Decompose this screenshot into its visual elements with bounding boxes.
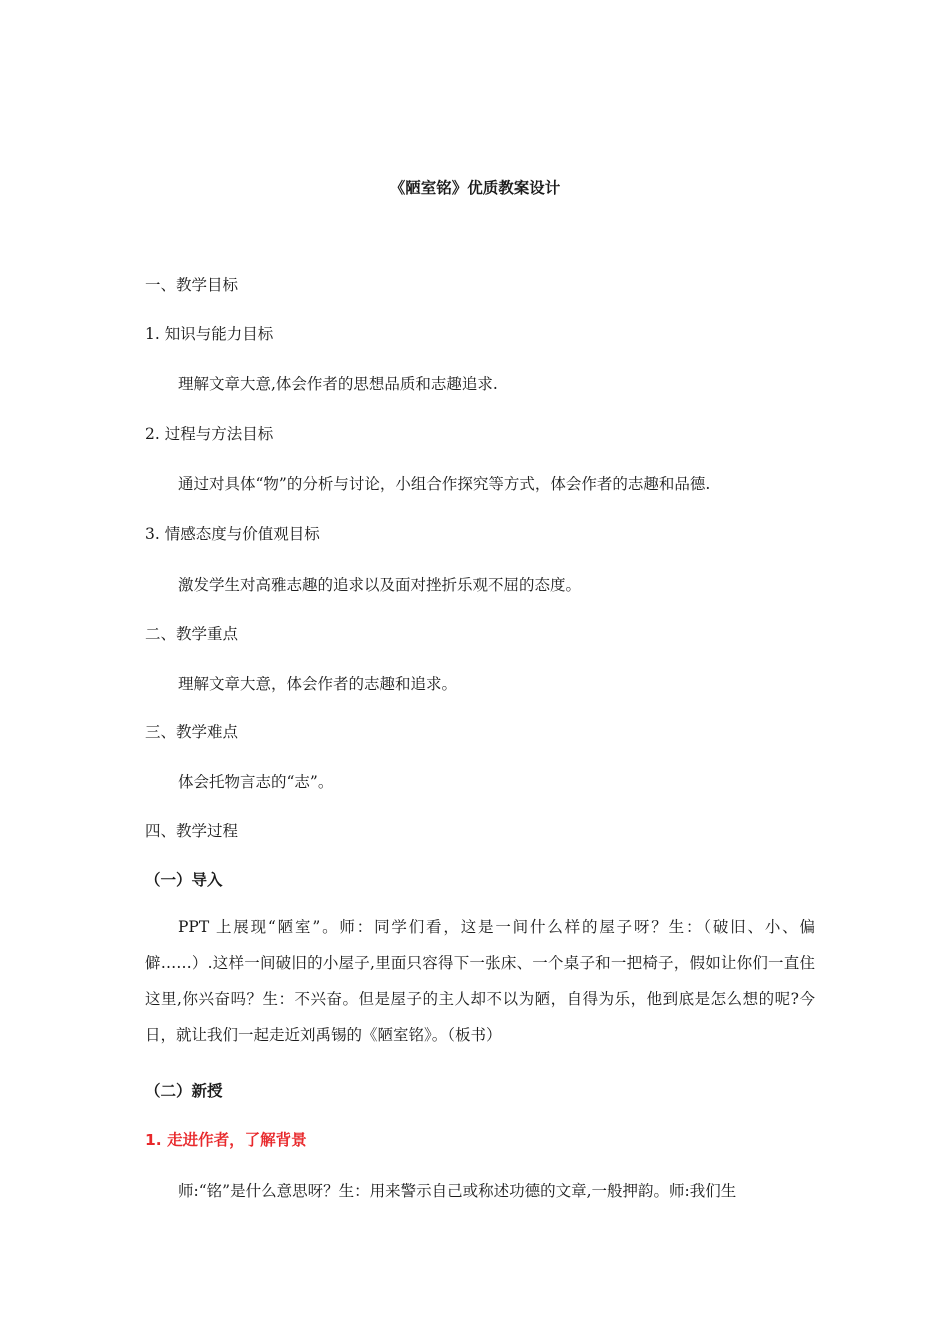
section-heading-process: 四、教学过程 xyxy=(145,822,239,840)
paragraph-author-background: 师:“铭”是什么意思呀？生：用来警示自己或称述功德的文章,一般押韵。师:我们生 xyxy=(178,1182,737,1200)
step-heading-author-background: 1. 走进作者，了解背景 xyxy=(145,1131,307,1149)
paragraph-process-method: 通过对具体“物”的分析与讨论，小组合作探究等方式，体会作者的志趣和品德. xyxy=(178,475,711,493)
paragraph-key-points: 理解文章大意，体会作者的志趣和追求。 xyxy=(178,675,458,693)
subheading-introduction: （一）导入 xyxy=(145,871,223,889)
section-heading-key-points: 二、教学重点 xyxy=(145,625,239,643)
subheading-process-method: 2. 过程与方法目标 xyxy=(145,425,274,443)
paragraph-introduction: PPT 上展现“陋室”。师：同学们看，这是一间什么样的屋子呀？生：（破旧、小、偏僻……）.这样一间破旧的小屋子,里面只容得下一张床、一个桌子和一把椅子，假如让你们一直住这里,你兴奋吗？生：不兴奋。但是屋子的主人却不以为陋，自得为乐，他到底是怎么想的呢?今日，就让我们一起走近刘禹锡的《陋室铭》。（板书） xyxy=(145,918,815,1044)
section-heading-difficulties: 三、教学难点 xyxy=(145,723,239,741)
paragraph-difficulties: 体会托物言志的“志”。 xyxy=(178,773,334,791)
paragraph-emotion-values: 激发学生对高雅志趣的追求以及面对挫折乐观不屈的态度。 xyxy=(178,576,582,594)
paragraph-knowledge-ability: 理解文章大意,体会作者的思想品质和志趣追求. xyxy=(178,375,498,393)
subheading-knowledge-ability: 1. 知识与能力目标 xyxy=(145,325,274,343)
subheading-emotion-values: 3. 情感态度与价值观目标 xyxy=(145,525,320,543)
document-title: 《陋室铭》优质教案设计 xyxy=(389,179,561,197)
section-heading-objectives: 一、教学目标 xyxy=(145,276,239,294)
subheading-new-lesson: （二）新授 xyxy=(145,1082,223,1100)
